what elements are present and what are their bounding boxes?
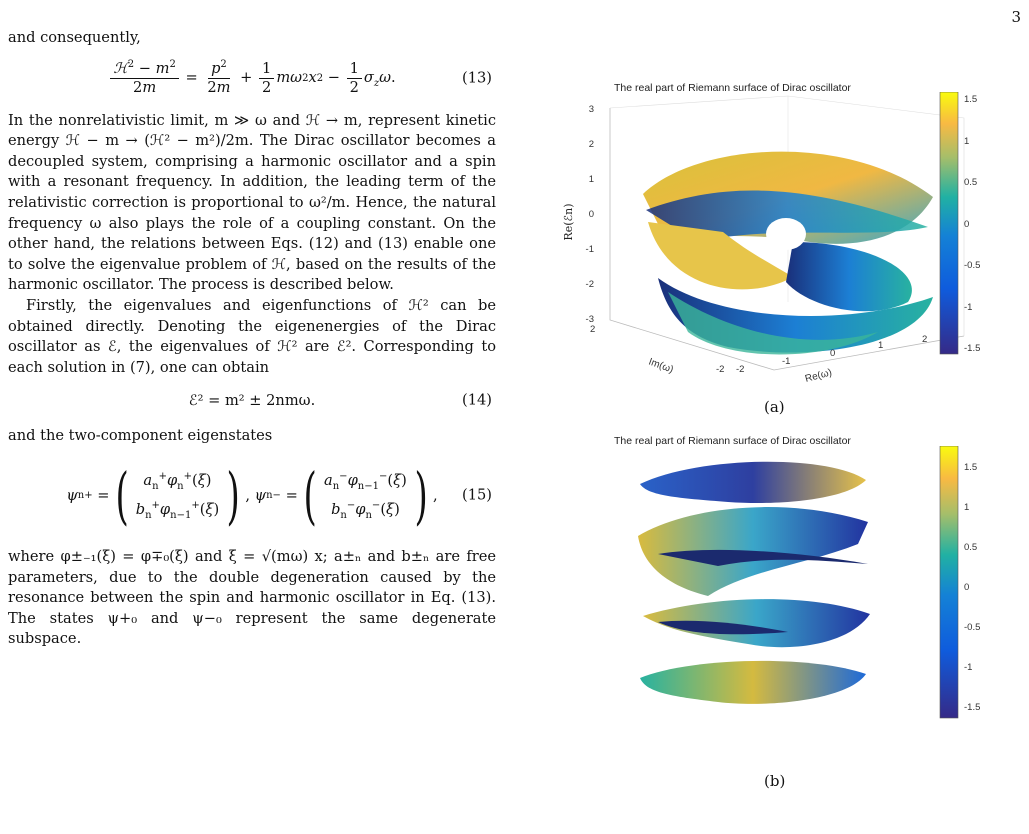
surface-branch-hole <box>766 218 806 250</box>
colorbar-tick: -1 <box>964 662 973 673</box>
colorbar-tick: 1.5 <box>964 462 978 473</box>
colorbar-tick: 0 <box>964 219 970 230</box>
z-tick: 2 <box>588 139 594 150</box>
colorbar-tick: -0.5 <box>964 622 981 633</box>
surface-right-sheet <box>786 242 912 311</box>
figure-b-plot <box>548 446 1008 726</box>
figure-b-caption: (b) <box>764 772 786 790</box>
paragraph-firstly: Firstly, the eigenvalues and eigenfunctions of ℋ² can be obtained directly. Denoting the eigenenergies of the Dirac oscillator as ℰ, the eigenvalues of ℋ² are ℰ². Corresponding to each solution in (7), one can obtain <box>8 296 496 376</box>
colorbar-tick: 1 <box>964 502 970 513</box>
colorbar-tick: -0.5 <box>964 260 981 271</box>
figure-a-title: The real part of Riemann surface of Dirac oscillator <box>614 82 851 94</box>
sheet-1 <box>640 462 866 503</box>
x-tick: -2 <box>736 364 745 375</box>
paragraph-eigenstates: and the two-component eigenstates <box>8 427 273 445</box>
colorbar-a <box>940 92 958 354</box>
z-tick: 0 <box>588 209 594 220</box>
paragraph-intro: and consequently, <box>8 29 141 46</box>
paragraph-nonrelativistic: In the nonrelativistic limit, m ≫ ω and ℋ → m, represent kinetic energy ℋ − m → (ℋ² − m²)/2m. The Dirac oscillator becomes a decoupled system, comprising a harmonic oscillator and a spin with a resonant frequency. In addition, the leading term of the relativistic correction is proportional to ω²/m. Hence, the natural frequency ω also plays the role of a coupling constant. On the other hand, the relations between Eqs. (12) and (13) enable one to solve the eigenvalue problem of ℋ, based on the results of the harmonic oscillator. The process is described below. <box>8 111 496 294</box>
z-axis-label: Re(ℰn) <box>562 203 575 241</box>
equation-14-number: (14) <box>462 392 492 410</box>
colorbar-tick: 0.5 <box>964 177 978 188</box>
z-tick: 1 <box>588 174 594 185</box>
x-tick: 0 <box>830 348 836 359</box>
z-tick: 3 <box>588 104 594 115</box>
x-tick: 2 <box>922 334 928 345</box>
y-axis-label: Im(ω) <box>646 356 675 376</box>
colorbar-tick: 0 <box>964 582 970 593</box>
colorbar-tick: -1.5 <box>964 343 981 354</box>
page-number: 3 <box>1011 8 1021 26</box>
figure-a-caption: (a) <box>764 398 785 416</box>
colorbar-tick: 0.5 <box>964 542 978 553</box>
y-tick: -2 <box>716 364 725 375</box>
colorbar-tick: -1 <box>964 302 973 313</box>
figure-b-title: The real part of Riemann surface of Dirac oscillator <box>614 435 851 447</box>
colorbar-tick: 1.5 <box>964 94 978 105</box>
z-tick: -3 <box>585 314 594 325</box>
figure-a-plot <box>548 92 1008 392</box>
colorbar-tick: -1.5 <box>964 702 981 713</box>
x-tick: -1 <box>782 356 791 367</box>
z-tick: -2 <box>585 279 594 290</box>
colorbar-b <box>940 446 958 718</box>
y-tick: 2 <box>590 324 596 335</box>
equation-14 <box>8 384 496 418</box>
equation-13: $\frac{ℋ^2 - m^2}{2m}$ = $\frac{p^2}{2m}$ + $\frac{1}{2}$ mω 2 x 2 − $\frac{1}{2}$ $\sigma_z\omega$ . (13) <box>8 55 496 103</box>
paragraph-where: where φ±₋₁(ξ) = φ∓₀(ξ) and ξ = √(mω) x; a±ₙ and b±ₙ are free parameters, due to the double degeneration caused by the resonance between the spin and harmonic oscillator in Eq. (13). The states ψ+₀ and ψ−₀ represent the same degenerate subspace. <box>8 547 496 648</box>
equation-15-number: (15) <box>462 486 492 504</box>
z-tick: -1 <box>585 244 594 255</box>
x-axis-label: Re(ω) <box>803 367 834 385</box>
equation-14-body: ℰ² = m² ± 2nmω. <box>188 392 316 410</box>
sheet-4 <box>640 661 866 704</box>
text-column <box>8 28 496 650</box>
colorbar-tick: 1 <box>964 136 970 147</box>
equation-13-number: (13) <box>462 69 492 87</box>
x-tick: 1 <box>878 340 884 351</box>
equation-15: ψ n + = ( $a_n^+\varphi_n^+(\xi)$ $b_n^+\varphi_{n-1}^+(\xi)$ ) , ψ n − = ( $a_n^-\varphi_{n-1}^-(\xi)$ $b_n^-\varphi_n^-(\xi)$ ) , (15) <box>66 458 492 532</box>
